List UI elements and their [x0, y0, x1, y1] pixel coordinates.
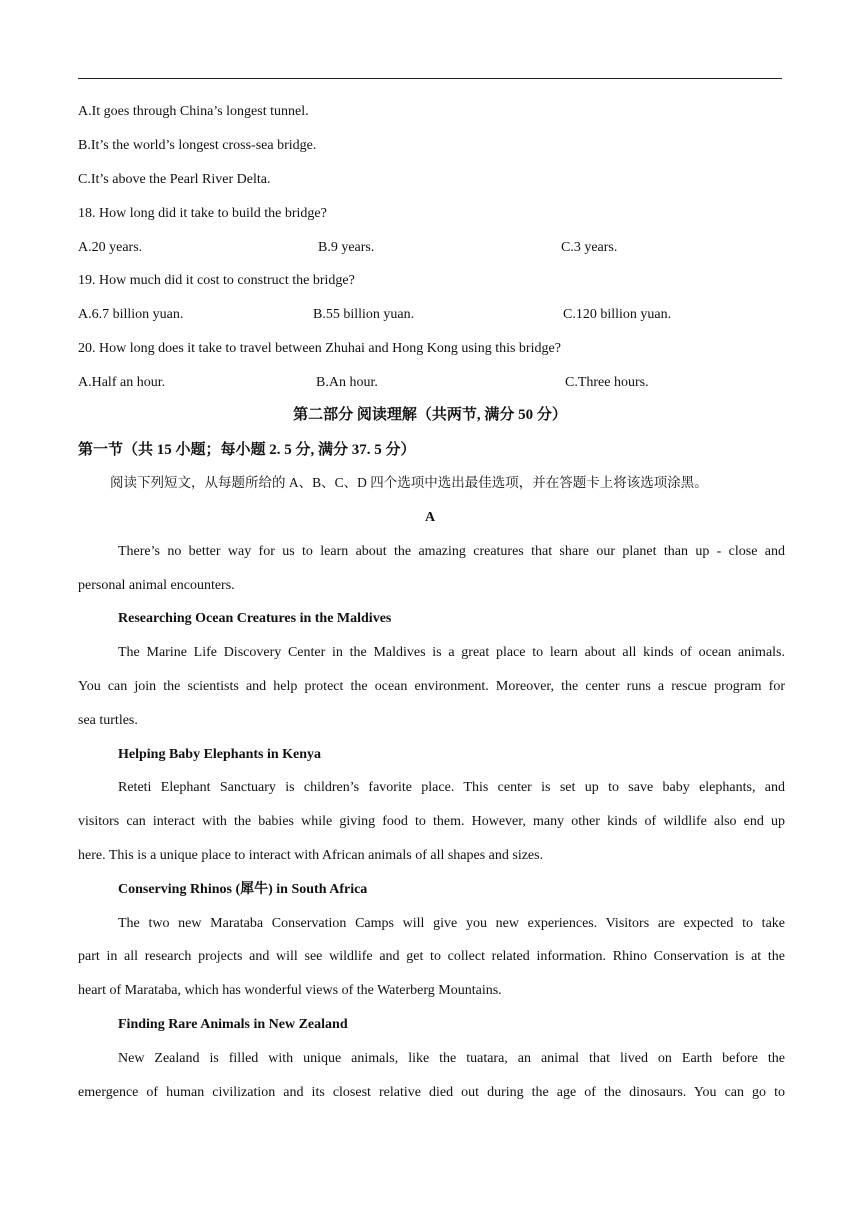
paragraph-line: You can join the scientists and help protect the ocean environment. Moreover, the center runs a rescue program for [78, 679, 785, 694]
paragraph-line: Reteti Elephant Sanctuary is children’s favorite place. This center is set up to save baby elephants, and [118, 780, 785, 795]
paragraph-line: here. This is a unique place to interact with African animals of all shapes and sizes. [78, 848, 544, 863]
header-rule [78, 78, 782, 79]
q19-option-b: B.55 billion yuan. [313, 307, 415, 322]
q19-option-c: C.120 billion yuan. [563, 307, 672, 322]
q20-option-c: C.Three hours. [565, 375, 649, 390]
intro-line: personal animal encounters. [78, 578, 235, 593]
paragraph-line: emergence of human civilization and its closest relative died out during the age of the dinosaurs. You can go to [78, 1085, 785, 1100]
q19-option-a: A.6.7 billion yuan. [78, 307, 184, 322]
paragraph-line: visitors can interact with the babies while giving food to them. However, many other kinds of wildlife also end up [78, 814, 785, 829]
section-heading-new-zealand: Finding Rare Animals in New Zealand [118, 1017, 348, 1032]
paragraph-line: heart of Marataba, which has wonderful views of the Waterberg Mountains. [78, 983, 502, 998]
instructions: 阅读下列短文，从每题所给的 A、B、C、D 四个选项中选出最佳选项，并在答题卡上将该选项涂黑。 [110, 475, 708, 490]
q17-option-c: C.It’s above the Pearl River Delta. [78, 172, 271, 187]
paragraph-line: New Zealand is filled with unique animals, like the tuatara, an animal that lived on Earth before the [118, 1051, 785, 1066]
q18-question: 18. How long did it take to build the bridge? [78, 206, 327, 221]
section-heading-kenya: Helping Baby Elephants in Kenya [118, 747, 322, 762]
paragraph-line: The Marine Life Discovery Center in the Maldives is a great place to learn about all kinds of ocean animals. [118, 645, 785, 660]
intro-line: There’s no better way for us to learn about the amazing creatures that share our planet than up - close and [118, 544, 785, 559]
paragraph-line: The two new Marataba Conservation Camps will give you new experiences. Visitors are expected to take [118, 916, 785, 931]
q20-option-a: A.Half an hour. [78, 375, 166, 390]
section1-title: 第一节（共 15 小题；每小题 2. 5 分, 满分 37. 5 分） [78, 442, 416, 458]
q20-question: 20. How long does it take to travel between Zhuhai and Hong Kong using this bridge? [78, 341, 561, 356]
paragraph-line: sea turtles. [78, 713, 138, 728]
q19-question: 19. How much did it cost to construct the bridge? [78, 273, 355, 288]
section-heading-south-africa: Conserving Rhinos (犀牛) in South Africa [118, 882, 368, 897]
q18-option-b: B.9 years. [318, 240, 375, 255]
q20-option-b: B.An hour. [316, 375, 378, 390]
q17-option-a: A.It goes through China’s longest tunnel. [78, 104, 309, 119]
q17-option-b: B.It’s the world’s longest cross-sea bridge. [78, 138, 317, 153]
section-heading-maldives: Researching Ocean Creatures in the Maldives [118, 611, 392, 626]
paragraph-line: part in all research projects and will see wildlife and get to collect related information. Rhino Conservation is at the [78, 949, 785, 964]
passage-letter: A [424, 510, 436, 525]
q18-option-a: A.20 years. [78, 240, 143, 255]
q18-option-c: C.3 years. [561, 240, 618, 255]
part2-title: 第二部分 阅读理解（共两节, 满分 50 分） [293, 407, 567, 423]
